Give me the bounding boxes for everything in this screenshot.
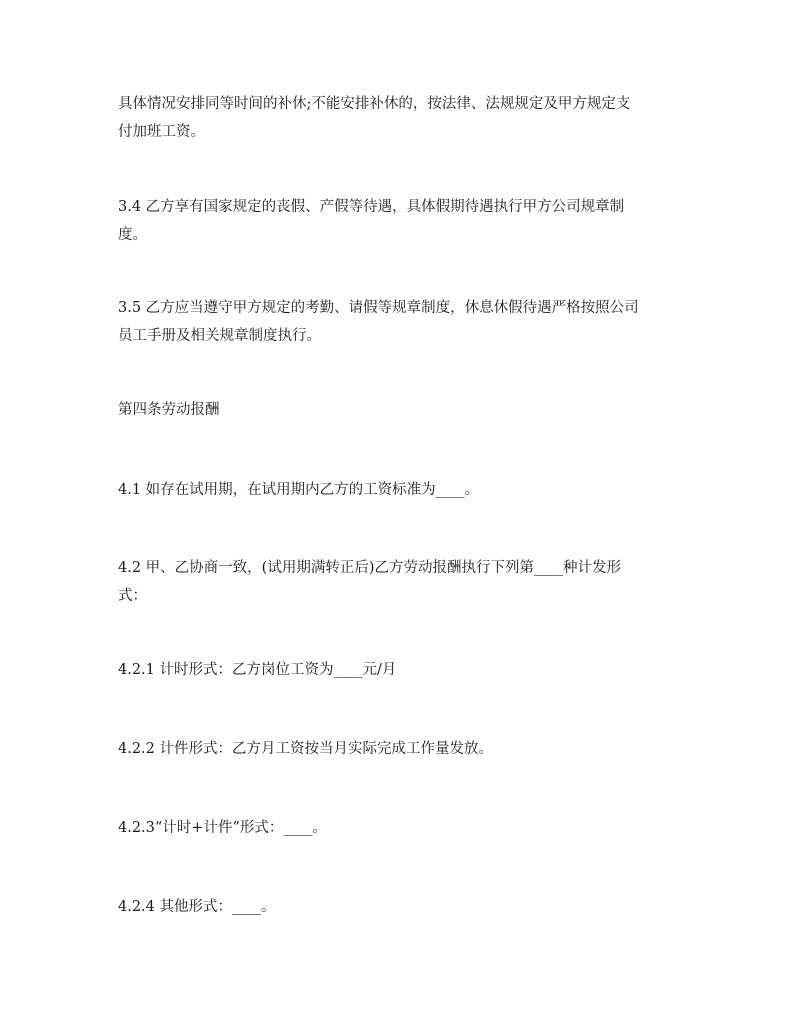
section-heading-article-4	[118, 396, 684, 424]
text-line: 4.2 甲、乙协商一致，(试用期满转正后)乙方劳动报酬执行下列第____种计发形	[118, 560, 621, 576]
text-line: 4.2.1 计时形式：乙方岗位工资为____元/月	[118, 662, 397, 678]
text-line: 式：	[118, 588, 147, 604]
text-line: 4.1 如存在试用期，在试用期内乙方的工资标准为____。	[118, 482, 480, 498]
paragraph-clause-4-2-3	[118, 814, 684, 842]
text-line: 3.5 乙方应当遵守甲方规定的考勤、请假等规章制度，休息休假待遇严格按照公司	[118, 300, 639, 316]
text-line: 付加班工资。	[118, 124, 205, 140]
paragraph-overtime-compensation	[118, 90, 684, 146]
paragraph-clause-3-4	[118, 193, 684, 249]
paragraph-clause-4-2	[118, 554, 684, 610]
text-line: 4.2.3“计时+计件”形式：____。	[118, 820, 327, 836]
paragraph-clause-4-1	[118, 476, 684, 504]
text-line: 第四条劳动报酬	[118, 402, 220, 418]
paragraph-clause-4-2-4	[118, 893, 684, 921]
paragraph-clause-4-2-1	[118, 656, 684, 684]
text-line: 度。	[118, 227, 147, 243]
text-line: 员工手册及相关规章制度执行。	[118, 328, 321, 344]
text-line: 具体情况安排同等时间的补休;不能安排补休的，按法律、法规规定及甲方规定支	[118, 96, 631, 112]
text-line: 4.2.2 计件形式：乙方月工资按当月实际完成工作量发放。	[118, 741, 494, 757]
paragraph-clause-3-5	[118, 294, 684, 350]
paragraph-clause-4-2-2	[118, 735, 684, 763]
text-line: 3.4 乙方享有国家规定的丧假、产假等待遇，具体假期待遇执行甲方公司规章制	[118, 199, 625, 215]
text-line: 4.2.4 其他形式：____。	[118, 899, 276, 915]
